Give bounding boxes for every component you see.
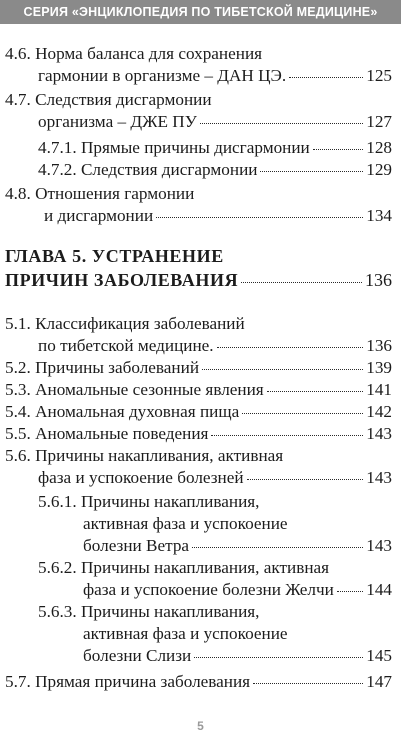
toc-line bbox=[0, 512, 401, 536]
toc-line[interactable] bbox=[0, 534, 401, 558]
toc-line[interactable] bbox=[0, 356, 401, 380]
toc-entry-title: по тибетской медицине. bbox=[38, 336, 214, 355]
toc-chapter-line[interactable] bbox=[0, 268, 401, 292]
toc-line[interactable] bbox=[0, 110, 401, 134]
toc-entry-title: 5.4. Аномальная духовная пища bbox=[5, 402, 240, 421]
dot-leader bbox=[241, 281, 362, 283]
toc-page-number: 139 bbox=[366, 358, 392, 377]
toc-line[interactable] bbox=[0, 422, 401, 446]
toc-entry-title: 5.6.2. Причины накапливания, активная bbox=[38, 558, 330, 577]
dot-leader bbox=[267, 390, 364, 392]
page-number: 5 bbox=[197, 719, 204, 733]
dot-leader bbox=[247, 478, 364, 480]
toc-entry-title: 4.8. Отношения гармонии bbox=[5, 184, 195, 203]
dot-leader bbox=[156, 216, 363, 218]
toc-page-number: 142 bbox=[366, 402, 392, 421]
toc-line bbox=[0, 600, 401, 624]
toc-entry-title: гармонии в организме – ДАН ЦЭ. bbox=[38, 66, 287, 85]
series-title: СЕРИЯ «ЭНЦИКЛОПЕДИЯ ПО ТИБЕТСКОЙ МЕДИЦИНЕ» bbox=[23, 5, 378, 19]
toc-line bbox=[0, 622, 401, 646]
toc-entry-title: и дисгармонии bbox=[44, 206, 154, 225]
toc-page-number: 128 bbox=[366, 138, 392, 157]
toc-entry-title: активная фаза и успокоение bbox=[83, 514, 288, 533]
toc-line[interactable] bbox=[0, 644, 401, 668]
toc-line[interactable] bbox=[0, 158, 401, 182]
toc-line[interactable] bbox=[0, 378, 401, 402]
dot-leader bbox=[217, 346, 364, 348]
toc-line bbox=[0, 490, 401, 514]
dot-leader bbox=[200, 122, 363, 124]
toc-page-number: 147 bbox=[366, 672, 392, 691]
dot-leader bbox=[202, 368, 363, 370]
chapter-title: ПРИЧИН ЗАБОЛЕВАНИЯ bbox=[5, 270, 239, 290]
toc-line[interactable] bbox=[0, 204, 401, 228]
toc-page-number: 144 bbox=[366, 580, 392, 599]
dot-leader bbox=[192, 546, 363, 548]
toc-page-number: 141 bbox=[366, 380, 392, 399]
toc-line bbox=[0, 312, 401, 336]
toc-line[interactable] bbox=[0, 64, 401, 88]
dot-leader bbox=[313, 148, 363, 150]
toc-chapter-line bbox=[0, 244, 401, 268]
toc-entry-title: 5.5. Аномальные поведения bbox=[5, 424, 209, 443]
toc-line[interactable] bbox=[0, 136, 401, 160]
dot-leader bbox=[211, 434, 363, 436]
toc-page-number: 125 bbox=[366, 66, 392, 85]
toc-entry-title: 5.6.1. Причины накапливания, bbox=[38, 492, 260, 511]
chapter-title: ГЛАВА 5. УСТРАНЕНИЕ bbox=[5, 246, 224, 266]
toc-page-number: 143 bbox=[366, 536, 392, 555]
toc-line[interactable] bbox=[0, 670, 401, 694]
toc-entry-title: 4.7.2. Следствия дисгармонии bbox=[38, 160, 258, 179]
toc-entry-title: 5.2. Причины заболеваний bbox=[5, 358, 200, 377]
toc-entry-title: 4.7. Следствия дисгармонии bbox=[5, 90, 212, 109]
toc-line bbox=[0, 182, 401, 206]
toc-page-number: 143 bbox=[366, 468, 392, 487]
toc-page-number: 136 bbox=[366, 336, 392, 355]
dot-leader bbox=[253, 682, 363, 684]
toc-entry-title: 4.7.1. Прямые причины дисгармонии bbox=[38, 138, 310, 157]
toc-page-number: 145 bbox=[366, 646, 392, 665]
toc-line bbox=[0, 88, 401, 112]
toc-page-number: 127 bbox=[366, 112, 392, 131]
toc-line bbox=[0, 556, 401, 580]
toc-line[interactable] bbox=[0, 400, 401, 424]
toc-entry-title: 5.3. Аномальные сезонные явления bbox=[5, 380, 264, 399]
toc-entry-title: фаза и успокоение болезней bbox=[38, 468, 244, 487]
dot-leader bbox=[242, 412, 363, 414]
dot-leader bbox=[289, 76, 363, 78]
toc-page-number: 136 bbox=[365, 270, 392, 290]
toc-page-number: 143 bbox=[366, 424, 392, 443]
toc-line[interactable] bbox=[0, 334, 401, 358]
toc-entry-title: активная фаза и успокоение bbox=[83, 624, 288, 643]
toc-line[interactable] bbox=[0, 466, 401, 490]
toc-entry-title: 5.6.3. Причины накапливания, bbox=[38, 602, 260, 621]
toc-line bbox=[0, 444, 401, 468]
dot-leader bbox=[260, 170, 363, 172]
toc-entry-title: 5.7. Прямая причина заболевания bbox=[5, 672, 251, 691]
dot-leader bbox=[194, 656, 363, 658]
dot-leader bbox=[337, 590, 363, 592]
toc-entry-title: 5.1. Классификация заболеваний bbox=[5, 314, 245, 333]
toc-page-number: 129 bbox=[366, 160, 392, 179]
toc-line bbox=[0, 42, 401, 66]
toc-line[interactable] bbox=[0, 578, 401, 602]
toc-entry-title: организма – ДЖЕ ПУ bbox=[38, 112, 197, 131]
toc-entry-title: болезни Слизи bbox=[83, 646, 192, 665]
toc-page-number: 134 bbox=[366, 206, 392, 225]
toc-entry-title: фаза и успокоение болезни Желчи bbox=[83, 580, 334, 599]
toc-entry-title: 4.6. Норма баланса для сохранения bbox=[5, 44, 263, 63]
toc-entry-title: болезни Ветра bbox=[83, 536, 190, 555]
toc-entry-title: 5.6. Причины накапливания, активная bbox=[5, 446, 284, 465]
